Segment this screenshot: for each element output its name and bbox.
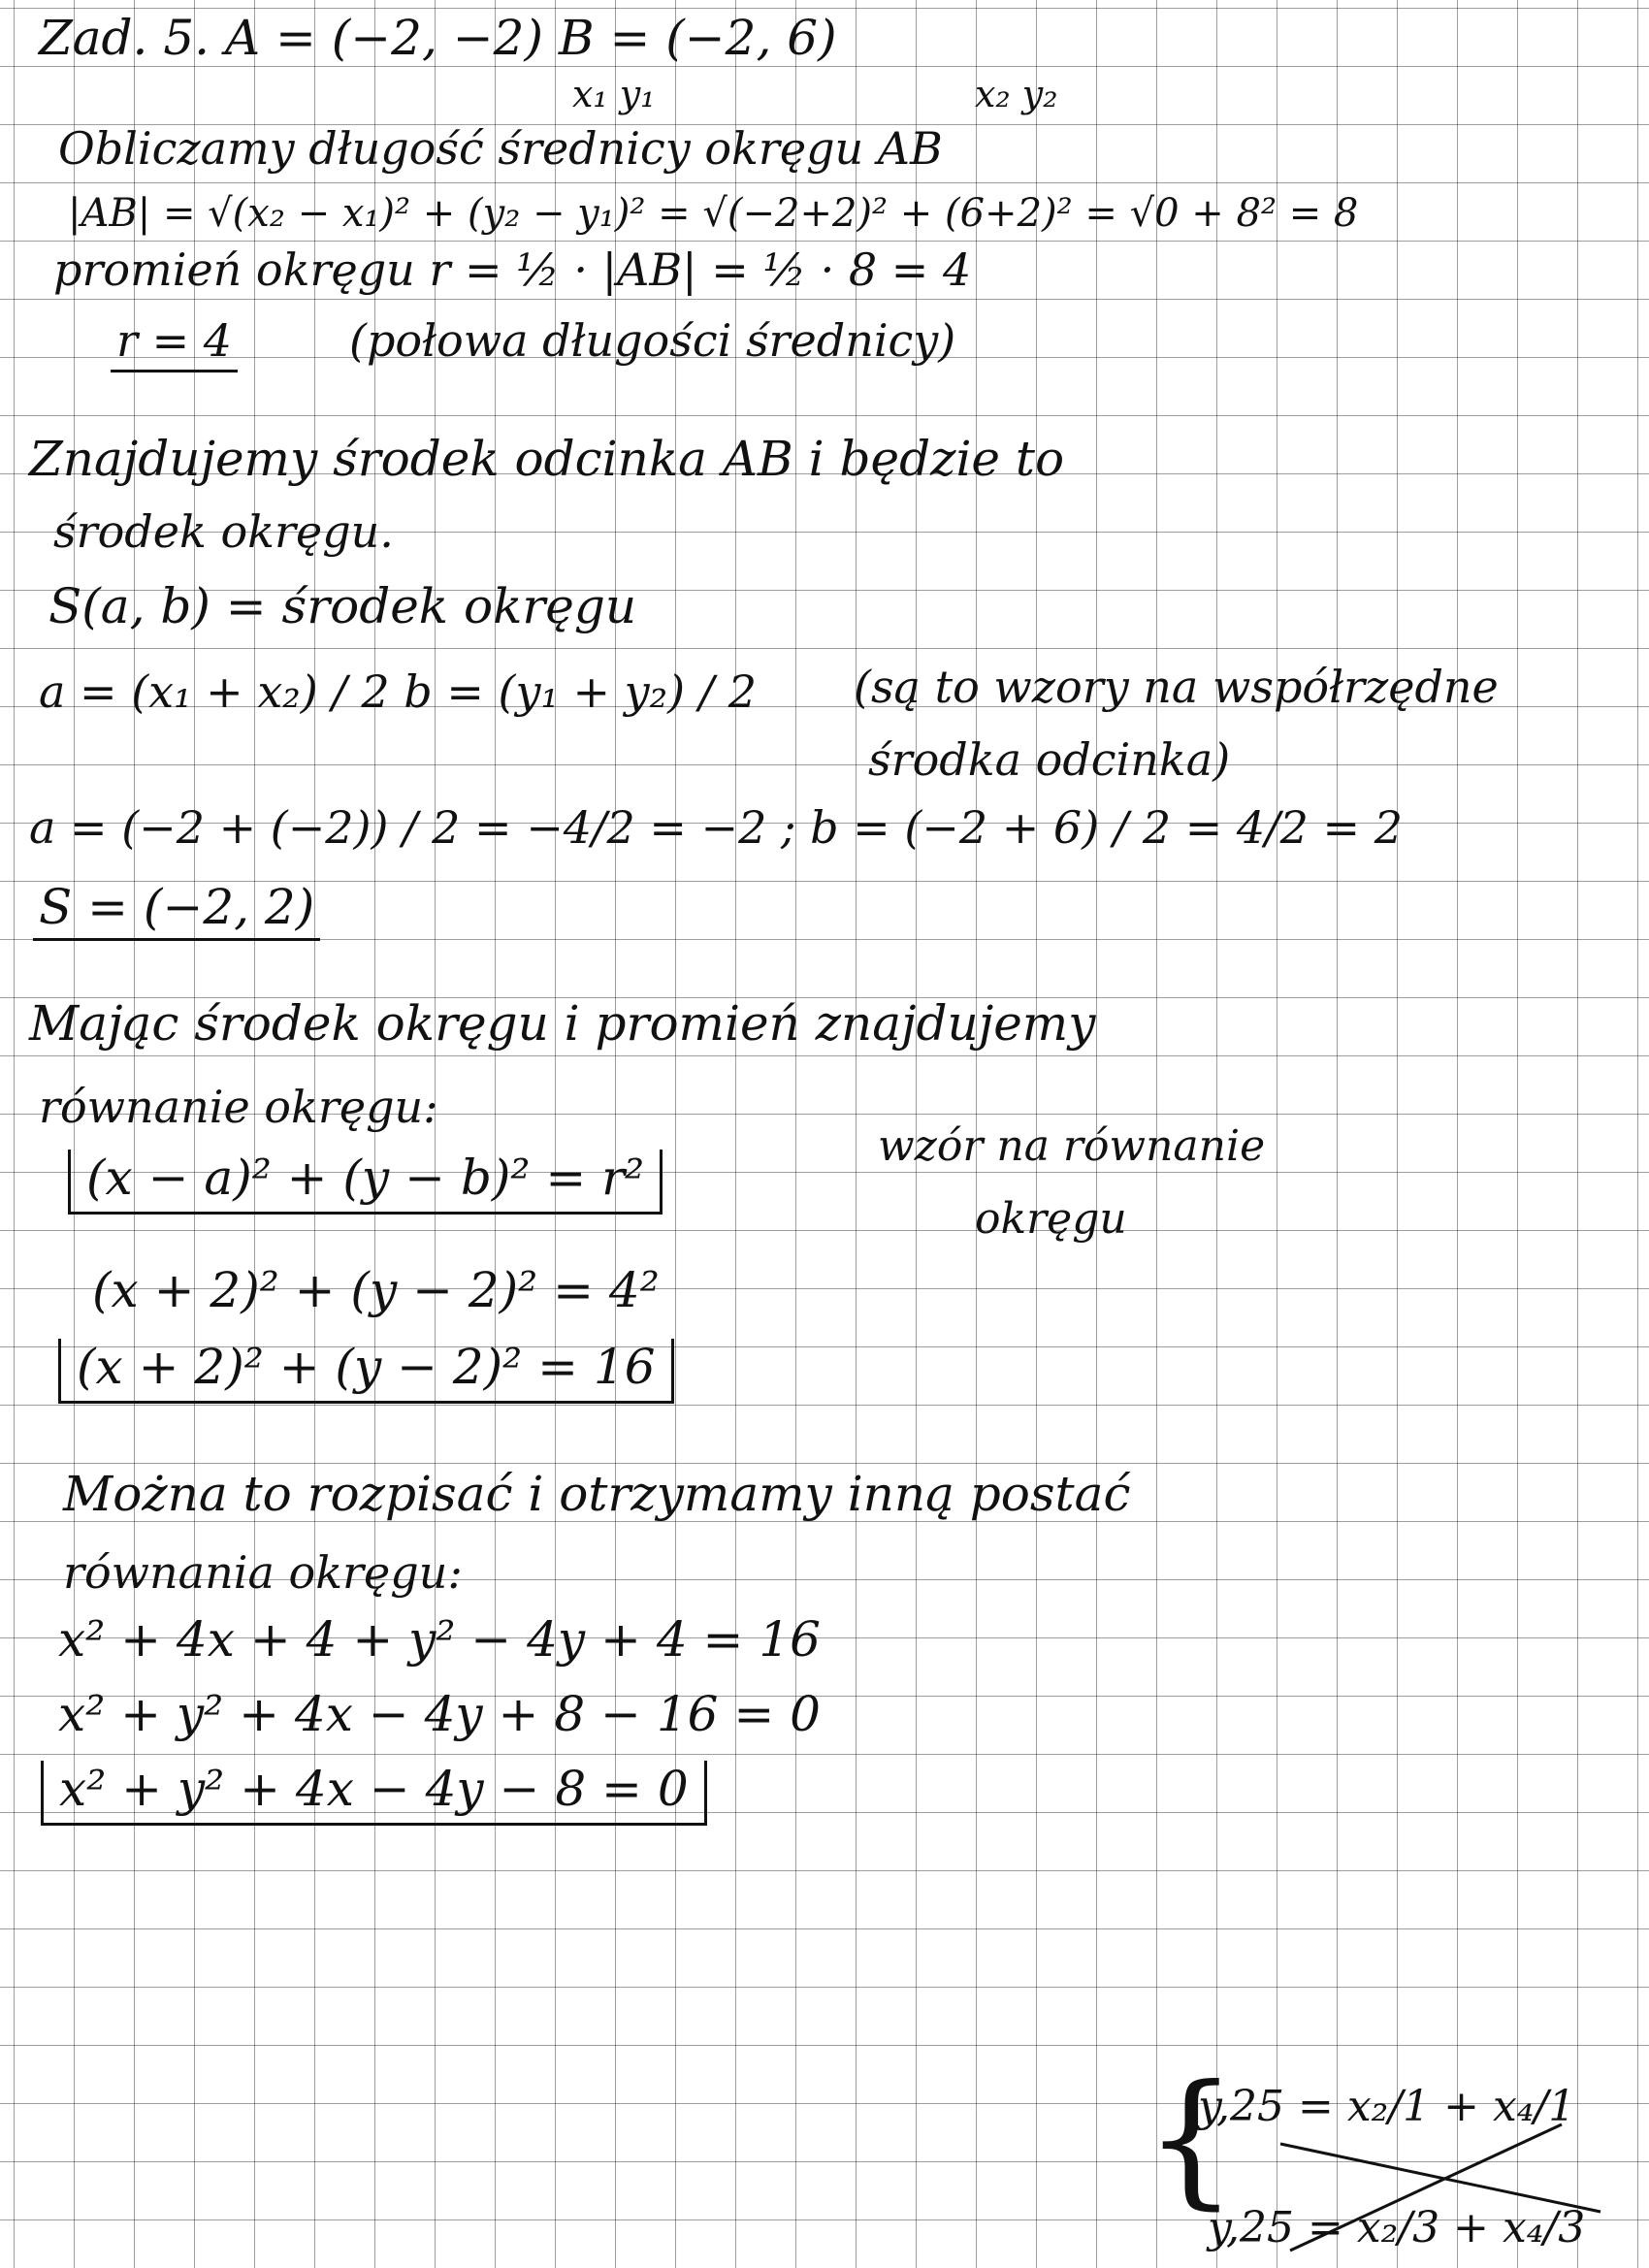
equation-intro: Mając środek okręgu i promień znajdujemy <box>29 995 1096 1052</box>
radius-note: (połowa długości średnicy) <box>349 314 956 367</box>
expanded-step-1: x² + 4x + 4 + y² − 4y + 4 = 16 <box>58 1611 821 1668</box>
midpoint-formulas: a = (x₁ + x₂) / 2 b = (y₁ + y₂) / 2 <box>39 665 758 718</box>
equation-intro-cont: równanie okręgu: <box>39 1081 438 1133</box>
expanded-step-2: x² + y² + 4x − 4y + 8 − 16 = 0 <box>58 1686 821 1742</box>
system-brace: { <box>1145 2055 1238 2223</box>
general-equation-note-1: wzór na równanie <box>878 1121 1266 1171</box>
midpoint-computation: a = (−2 + (−2)) / 2 = −4/2 = −2 ; b = (−2 + 6) / 2 = 4/2 = 2 <box>29 801 1403 854</box>
crossed-system-line-1: y,25 = x₂/1 + x₄/1 <box>1198 2082 1576 2131</box>
midpoint-note-2: środka odcinka) <box>868 733 1231 786</box>
radius-computation: promień okręgu r = ½ · |AB| = ½ · 8 = 4 <box>53 243 972 296</box>
midpoint-intro-cont: środek okręgu. <box>53 505 394 558</box>
radius-result: r = 4 <box>116 314 233 367</box>
circle-equation-expanded: x² + y² + 4x − 4y − 8 = 0 <box>41 1761 707 1826</box>
circle-equation-general: (x − a)² + (y − b)² = r² <box>68 1150 663 1215</box>
diameter-intro: Obliczamy długość średnicy okręgu AB <box>58 122 943 175</box>
midpoint-intro: Znajdujemy środek odcinka AB i będzie to <box>29 431 1065 487</box>
midpoint-note-1: (są to wzory na współrzędne <box>854 661 1499 713</box>
circle-equation-substituted: (x + 2)² + (y − 2)² = 4² <box>92 1262 660 1318</box>
center-definition: S(a, b) = środek okręgu <box>48 578 637 634</box>
center-result: S = (−2, 2) <box>39 879 315 935</box>
task-header-subscripts-a: x₁ y₁ <box>572 73 656 115</box>
crossed-system-line-2: y,25 = x₂/3 + x₄/3 <box>1208 2203 1586 2252</box>
distance-formula: |AB| = √(x₂ − x₁)² + (y₂ − y₁)² = √(−2+2)² + (6+2)² = √0 + 8² = 8 <box>68 191 1359 236</box>
task-header-subscripts-b: x₂ y₂ <box>975 73 1058 115</box>
expansion-intro: Można to rozpisać i otrzymamy inną postać <box>63 1466 1131 1522</box>
expansion-intro-cont: równania okręgu: <box>63 1546 463 1599</box>
circle-equation-final: (x + 2)² + (y − 2)² = 16 <box>58 1339 674 1404</box>
cross-out-mark <box>1261 2105 1610 2260</box>
general-equation-note-2: okręgu <box>975 1194 1127 1244</box>
task-header: Zad. 5. A = (−2, −2) B = (−2, 6) <box>39 10 837 66</box>
